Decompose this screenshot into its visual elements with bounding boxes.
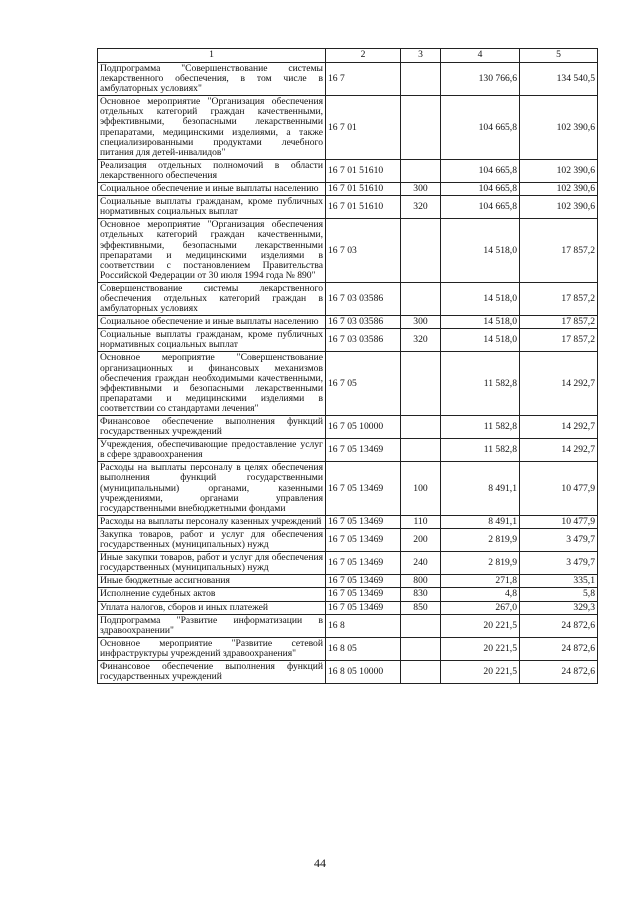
row-type-cell [401, 63, 441, 96]
row-name-cell: Социальное обеспечение и иные выплаты населению [98, 316, 326, 329]
row-name-cell: Социальные выплаты гражданам, кроме публичных нормативных социальных выплат [98, 329, 326, 352]
table-row [98, 352, 598, 416]
table-row [98, 196, 598, 219]
table-row [98, 528, 598, 551]
row-code-cell: 16 7 03 03586 [326, 329, 401, 352]
row-type-cell: 850 [401, 601, 441, 614]
row-value-2-cell: 329,3 [520, 601, 598, 614]
row-type-cell: 240 [401, 552, 441, 575]
row-type-cell: 300 [401, 183, 441, 196]
row-code-cell: 16 7 05 13469 [326, 552, 401, 575]
row-code-cell: 16 7 05 13469 [326, 528, 401, 551]
table-row [98, 462, 598, 515]
row-value-1-cell: 11 582,8 [441, 439, 520, 462]
row-code-cell: 16 8 05 10000 [326, 660, 401, 683]
row-name-cell: Социальные выплаты гражданам, кроме публичных нормативных социальных выплат [98, 196, 326, 219]
row-value-2-cell: 24 872,6 [520, 660, 598, 683]
table-row [98, 183, 598, 196]
row-value-2-cell: 5,8 [520, 588, 598, 601]
header-col-3: 3 [401, 49, 441, 63]
row-value-1-cell: 271,8 [441, 575, 520, 588]
row-name-cell: Совершенствование системы лекарственного обеспечения отдельных категорий граждан в амбулаторных условиях [98, 282, 326, 315]
row-value-2-cell: 102 390,6 [520, 183, 598, 196]
row-type-cell [401, 282, 441, 315]
row-code-cell: 16 7 05 13469 [326, 439, 401, 462]
row-code-cell: 16 7 05 10000 [326, 416, 401, 439]
row-value-2-cell: 14 292,7 [520, 352, 598, 416]
table-row [98, 614, 598, 637]
row-value-2-cell: 102 390,6 [520, 96, 598, 160]
row-name-cell: Подпрограмма "Совершенствование системы лекарственного обеспечения, в том числе в амбулаторных условиях" [98, 63, 326, 96]
row-type-cell [401, 352, 441, 416]
row-value-1-cell: 2 819,9 [441, 528, 520, 551]
row-value-1-cell: 20 221,5 [441, 614, 520, 637]
row-type-cell [401, 159, 441, 182]
row-name-cell: Основное мероприятие "Развитие сетевой инфраструктуры учреждений здравоохранения" [98, 637, 326, 660]
row-value-1-cell: 14 518,0 [441, 219, 520, 283]
row-value-1-cell: 14 518,0 [441, 316, 520, 329]
table-row [98, 63, 598, 96]
row-type-cell: 320 [401, 196, 441, 219]
row-code-cell: 16 7 05 13469 [326, 601, 401, 614]
table-row [98, 575, 598, 588]
table-row [98, 219, 598, 283]
row-code-cell: 16 7 [326, 63, 401, 96]
row-type-cell: 300 [401, 316, 441, 329]
row-value-1-cell: 8 491,1 [441, 515, 520, 528]
row-value-2-cell: 17 857,2 [520, 219, 598, 283]
table-row [98, 588, 598, 601]
row-name-cell: Социальное обеспечение и иные выплаты населению [98, 183, 326, 196]
header-col-1: 1 [98, 49, 326, 63]
row-code-cell: 16 7 03 [326, 219, 401, 283]
row-type-cell [401, 96, 441, 160]
row-value-1-cell: 104 665,8 [441, 196, 520, 219]
header-col-5: 5 [520, 49, 598, 63]
header-col-4: 4 [441, 49, 520, 63]
row-type-cell [401, 637, 441, 660]
row-type-cell: 110 [401, 515, 441, 528]
row-value-2-cell: 10 477,9 [520, 462, 598, 515]
row-name-cell: Основное мероприятие "Организация обеспечения отдельных категорий граждан качественными, эффективными, безопасными лекарственными препаратами и медицинскими изделиями в соответствии с постановлением Правительства Российской Федерации от 30 июля 1994 года № 890" [98, 219, 326, 283]
row-code-cell: 16 8 [326, 614, 401, 637]
row-code-cell: 16 7 05 13469 [326, 575, 401, 588]
row-name-cell: Подпрограмма "Развитие информатизации в здравоохранении" [98, 614, 326, 637]
row-value-1-cell: 14 518,0 [441, 282, 520, 315]
header-col-2: 2 [326, 49, 401, 63]
row-name-cell: Расходы на выплаты персоналу казенных учреждений [98, 515, 326, 528]
row-value-2-cell: 102 390,6 [520, 196, 598, 219]
row-code-cell: 16 7 05 13469 [326, 462, 401, 515]
table-row [98, 316, 598, 329]
row-name-cell: Закупка товаров, работ и услуг для обеспечения государственных (муниципальных) нужд [98, 528, 326, 551]
row-value-2-cell: 3 479,7 [520, 552, 598, 575]
row-name-cell: Финансовое обеспечение выполнения функций государственных учреждений [98, 416, 326, 439]
row-value-2-cell: 24 872,6 [520, 614, 598, 637]
row-type-cell [401, 614, 441, 637]
row-value-2-cell: 134 540,5 [520, 63, 598, 96]
row-code-cell: 16 7 05 13469 [326, 515, 401, 528]
row-value-2-cell: 335,1 [520, 575, 598, 588]
row-code-cell: 16 7 05 13469 [326, 588, 401, 601]
row-value-2-cell: 14 292,7 [520, 439, 598, 462]
budget-table [97, 48, 598, 684]
row-code-cell: 16 7 05 [326, 352, 401, 416]
row-code-cell: 16 7 01 51610 [326, 183, 401, 196]
row-code-cell: 16 7 01 51610 [326, 196, 401, 219]
row-name-cell: Иные закупки товаров, работ и услуг для обеспечения государственных (муниципальных) нужд [98, 552, 326, 575]
row-value-1-cell: 104 665,8 [441, 159, 520, 182]
row-value-1-cell: 104 665,8 [441, 96, 520, 160]
row-code-cell: 16 7 01 [326, 96, 401, 160]
row-value-2-cell: 17 857,2 [520, 316, 598, 329]
table-row [98, 660, 598, 683]
row-value-1-cell: 104 665,8 [441, 183, 520, 196]
row-type-cell [401, 219, 441, 283]
row-name-cell: Финансовое обеспечение выполнения функций государственных учреждений [98, 660, 326, 683]
row-value-1-cell: 267,0 [441, 601, 520, 614]
table-row [98, 416, 598, 439]
table-row [98, 515, 598, 528]
row-code-cell: 16 7 03 03586 [326, 282, 401, 315]
row-name-cell: Учреждения, обеспечивающие предоставление услуг в сфере здравоохранения [98, 439, 326, 462]
row-value-2-cell: 102 390,6 [520, 159, 598, 182]
row-value-2-cell: 17 857,2 [520, 329, 598, 352]
row-value-2-cell: 24 872,6 [520, 637, 598, 660]
row-name-cell: Расходы на выплаты персоналу в целях обеспечения выполнения функций государственными (муниципальными) органами, казенными учреждениями, органами управления государственными внебюджетными фондами [98, 462, 326, 515]
row-value-1-cell: 2 819,9 [441, 552, 520, 575]
row-type-cell [401, 660, 441, 683]
row-type-cell: 800 [401, 575, 441, 588]
row-value-1-cell: 11 582,8 [441, 352, 520, 416]
table-row [98, 96, 598, 160]
row-type-cell [401, 416, 441, 439]
table-row [98, 601, 598, 614]
page-number: 44 [314, 856, 326, 870]
table-row [98, 329, 598, 352]
row-type-cell: 200 [401, 528, 441, 551]
table-row [98, 552, 598, 575]
header-row [98, 49, 598, 63]
table-row [98, 159, 598, 182]
row-type-cell: 830 [401, 588, 441, 601]
row-type-cell: 100 [401, 462, 441, 515]
row-name-cell: Уплата налогов, сборов и иных платежей [98, 601, 326, 614]
table-row [98, 282, 598, 315]
row-value-2-cell: 17 857,2 [520, 282, 598, 315]
row-type-cell [401, 439, 441, 462]
row-code-cell: 16 8 05 [326, 637, 401, 660]
row-name-cell: Основное мероприятие "Совершенствование организационных и финансовых механизмов обеспечения граждан необходимыми качественными, эффективными и безопасными лекарственными препаратами и медицинскими изделиями в соответствии со стандартами лечения" [98, 352, 326, 416]
row-value-1-cell: 8 491,1 [441, 462, 520, 515]
row-value-1-cell: 20 221,5 [441, 660, 520, 683]
table-row [98, 637, 598, 660]
table-row [98, 439, 598, 462]
row-name-cell: Исполнение судебных актов [98, 588, 326, 601]
row-value-2-cell: 14 292,7 [520, 416, 598, 439]
row-value-1-cell: 4,8 [441, 588, 520, 601]
row-value-2-cell: 10 477,9 [520, 515, 598, 528]
row-value-1-cell: 11 582,8 [441, 416, 520, 439]
row-value-1-cell: 20 221,5 [441, 637, 520, 660]
row-name-cell: Реализация отдельных полномочий в области лекарственного обеспечения [98, 159, 326, 182]
row-name-cell: Основное мероприятие "Организация обеспечения отдельных категорий граждан качественными, эффективными, безопасными лекарственными препаратами, медицинскими изделиями, а также специализированными продуктами лечебного питания для детей-инвалидов" [98, 96, 326, 160]
row-code-cell: 16 7 01 51610 [326, 159, 401, 182]
row-value-2-cell: 3 479,7 [520, 528, 598, 551]
row-name-cell: Иные бюджетные ассигнования [98, 575, 326, 588]
row-value-1-cell: 130 766,6 [441, 63, 520, 96]
row-type-cell: 320 [401, 329, 441, 352]
row-value-1-cell: 14 518,0 [441, 329, 520, 352]
row-code-cell: 16 7 03 03586 [326, 316, 401, 329]
